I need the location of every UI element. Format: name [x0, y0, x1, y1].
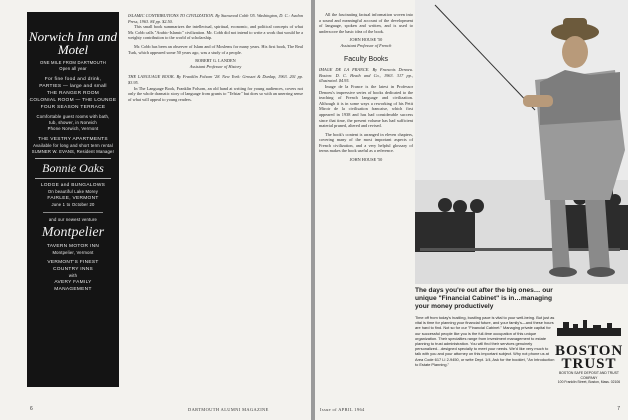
issue-footer: Issue of APRIL 1964	[320, 407, 365, 412]
skyline-icon	[557, 318, 621, 336]
review-heading: THE LANGUAGE BOOK. By Franklin Folsom '28. New York: Grosset & Dunlap, 1963. 201 pp. $3.95.	[128, 74, 303, 85]
magazine-footer: DARTMOUTH ALUMNI MAGAZINE	[188, 407, 269, 412]
ad-headline: The days you're out after the big ones… our unique "Financial Cabinet" is in…managing your money productively	[415, 287, 553, 310]
inn-line: THE RANGER ROOM	[46, 91, 100, 96]
fisherman-photo	[415, 0, 628, 284]
section-heading: Faculty Books	[344, 55, 388, 63]
review-column	[128, 13, 303, 105]
right-page	[315, 0, 628, 420]
review-paragraph: Image de la France is the latest in Professor Denoeu's impressive series of books dedicated to the teaching of French language and civilization. Although it is in some ways a reworking of his Petit Miroir de la civilisation francaise, which first appeared in 1938 and has had considerable success since that time, the present volume has had sufficient material pruned, altered and revised.	[319, 83, 413, 129]
review-paragraph: This small book summarizes the intellectual, spiritual, economic, and political concepts of what Mr. Cobb calls "Arabic-Islamic" civilization. Mr. Cobb did not intend to write a work that would be a weighty contribution to the world of scholarship.	[128, 24, 303, 41]
inn-line: Open all year	[59, 66, 87, 71]
review-heading: IMAGE DE LA FRANCE. By Francois Denoeu. Boston: D. C. Heath and Co., 1963. 317 pp., illustrated. $4.95.	[319, 67, 413, 84]
inn-line: For fine food and drink,	[44, 77, 102, 82]
inn-owner: SUMNER W. EVANS, Resident Manager	[31, 149, 115, 154]
inn-line: PARTIES — large and small	[39, 84, 107, 89]
review-signature: JOHN HOUSE '50	[349, 157, 383, 163]
ad-copy	[415, 287, 555, 367]
boston-trust-logo	[555, 318, 623, 385]
review-heading: ISLAMIC CONTRIBUTIONS TO CIVILIZATION. By Stanwood Cobb '05. Washington, D. C.: Avalon Press, 1963. 84 pp. $2.50.	[128, 13, 303, 24]
logo-address: 100 Franklin Street, Boston, Mass. 02106	[557, 380, 621, 384]
inn-advertisement	[27, 12, 119, 387]
photo-illustration	[415, 0, 628, 284]
inn-line: Comfortable guest rooms with bath, tub, shower, in Norwich	[36, 114, 110, 125]
bonnie-line: LODGE and BUNGALOWS	[40, 183, 106, 188]
montpelier-line: TAVERN MOTOR INN	[46, 244, 100, 249]
montpelier-line: VERMONT'S FINEST	[47, 260, 99, 265]
montpelier-line: Montpelier, Vermont	[52, 250, 94, 255]
page-number: 6	[30, 406, 33, 412]
review-paragraph: In The Language Book, Franklin Folsom, an old hand at writing for young audiences, covers not only the whole dramatic story of language from grunts to "Telstar" but does so with an unerring sense of what will appeal to young readers.	[128, 85, 303, 102]
bonnie-line: FAIRLEE, VERMONT	[47, 196, 99, 201]
review-signature: JOHN HOUSE '50	[349, 37, 383, 43]
logo-wordmark: BOSTON TRUST	[555, 343, 624, 372]
review-paragraph: All the fascinating factual information woven into a sound and meaningful account of the development of language, spoken and written, and is used to underscore the basic idea of the book.	[319, 12, 413, 34]
review-signature-title: Assistant Professor of French	[340, 42, 392, 48]
inn-line: COLONIAL ROOM — THE LOUNGE	[29, 98, 117, 103]
new-venture-label: and our newest venture	[48, 217, 98, 222]
ad-body: Time off from today's hustling, bustling pace is vital to your well-being. But just as vital is time for planning your financial future, and your family's—and these hours are hard to find. Not so for our "Financial Cabinet." Managing private capital for our successful people like you is the full-time occupation of this unique organization. Their specialties range from investment management to estate planning to trust administration. You will find their services genuinely personalized…designed specially to meet your needs. We'd like very much to talk with you and your attorney on this important subject. Why not phone us at Area Code 617 LI 2-9450, or write Dept. 1/4, Ask for the booklet, "An Introduction to Estate Planning."	[415, 315, 555, 367]
review-paragraph: Mr. Cobb has been an observer of Islam and of Moslems for many years. His first book, The Real Turk, which appeared some 50 years ago, was a study of a people.	[128, 43, 303, 55]
review-column	[319, 12, 413, 163]
bonnie-line: June 1 to October 20	[51, 202, 95, 207]
review-paragraph: The book's content is arranged in eleven chapters, covering many of the most important aspects of French civilization, and a very helpful glossary of terms makes the book useful as a reference.	[319, 131, 413, 154]
montpelier-line: MANAGEMENT	[54, 287, 92, 292]
bonnie-line: On beautiful Lake Morey	[47, 189, 99, 194]
inn-phone: Phone Norwich, Vermont	[47, 126, 99, 131]
left-page	[0, 0, 311, 420]
inn-line: ONE MILE FROM DARTMOUTH	[40, 60, 106, 65]
montpelier-line: AVERY FAMILY	[54, 280, 92, 285]
vestry-title: THE VESTRY APARTMENTS	[38, 137, 108, 142]
montpelier-line: with	[68, 273, 78, 278]
vestry-sub: Available for long and short term rental	[33, 143, 113, 148]
bonnie-oaks-title: Bonnie Oaks	[35, 158, 111, 179]
page-number: 7	[617, 406, 620, 412]
norwich-inn-title: Norwich Inn and Motel	[28, 29, 118, 57]
montpelier-line: COUNTRY INNS	[53, 267, 93, 272]
inn-line: FOUR SEASON TERRACE	[40, 105, 106, 110]
logo-tagline: BOSTON SAFE DEPOSIT AND TRUST COMPANY	[559, 371, 619, 380]
review-signature: ROBERT G. LANDEN	[195, 58, 236, 64]
divider	[43, 212, 103, 213]
montpelier-title: Montpelier	[41, 225, 105, 240]
review-signature-title: Assistant Professor of History	[189, 63, 242, 69]
